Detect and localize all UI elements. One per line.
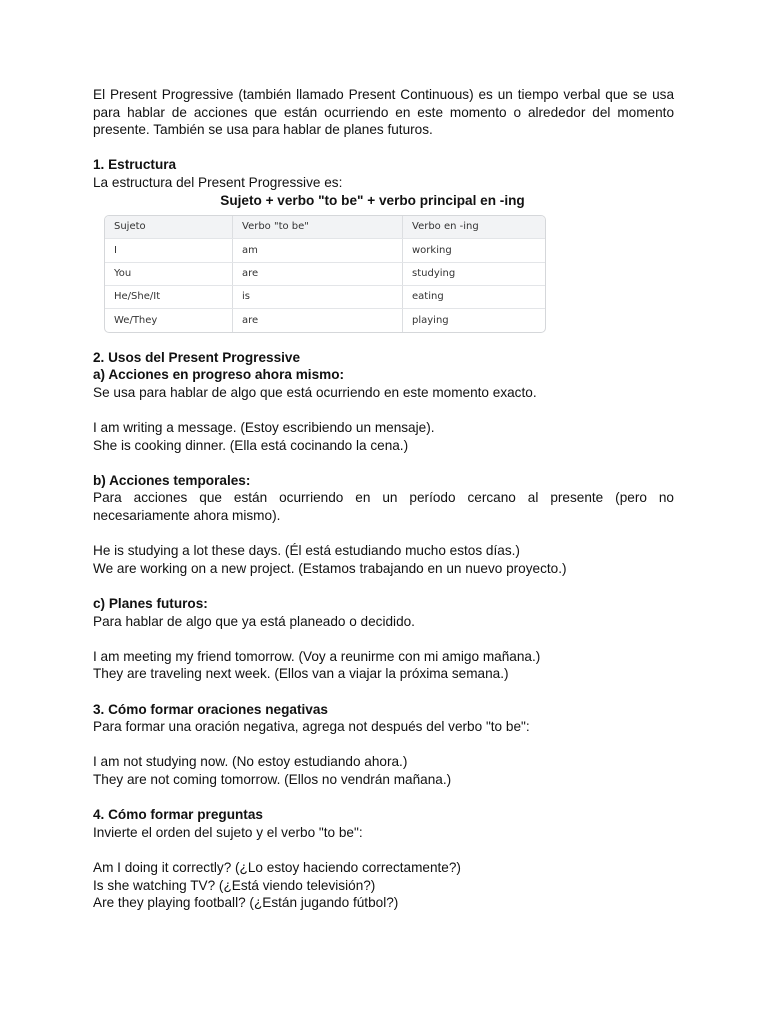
table-header-row bbox=[105, 216, 545, 239]
example-line: I am meeting my friend tomorrow. (Voy a reunirme con mi amigo mañana.) bbox=[93, 648, 541, 664]
example-line: Are they playing football? (¿Están jugando fútbol?) bbox=[93, 895, 399, 911]
example-line: She is cooking dinner. (Ella está cocinando la cena.) bbox=[93, 437, 409, 453]
table-cell: I bbox=[105, 239, 233, 262]
table-cell: eating bbox=[403, 285, 546, 308]
section-text-estructura: La estructura del Present Progressive es: bbox=[93, 174, 343, 190]
table-header-cell: Sujeto bbox=[105, 216, 233, 239]
subtext-acciones-temporales: Para acciones que están ocurriendo en un período cercano al presente (pero no necesariamente ahora mismo). bbox=[93, 490, 674, 524]
section-heading-estructura: 1. Estructura bbox=[93, 157, 177, 173]
table-cell: are bbox=[233, 309, 403, 332]
section-heading-usos: 2. Usos del Present Progressive bbox=[93, 349, 301, 365]
example-line: They are traveling next week. (Ellos van a viajar la próxima semana.) bbox=[93, 666, 509, 682]
section-heading-preguntas: 4. Cómo formar preguntas bbox=[93, 807, 263, 823]
structure-formula: Sujeto + verbo "to be" + verbo principal en -ing bbox=[93, 192, 674, 210]
example-line: Am I doing it correctly? (¿Lo estoy haciendo correctamente?) bbox=[93, 859, 461, 875]
intro-paragraph: El Present Progressive (también llamado Present Continuous) es un tiempo verbal que se usa para hablar de acciones que están ocurriendo en este momento o alrededor del momento presente. También se usa para hablar de planes futuros. bbox=[93, 87, 674, 138]
document-page bbox=[93, 86, 674, 912]
subheading-planes-futuros: c) Planes futuros: bbox=[93, 596, 208, 612]
table-cell: studying bbox=[403, 262, 546, 285]
structure-table bbox=[104, 215, 546, 333]
example-line: He is studying a lot these days. (Él está estudiando mucho estos días.) bbox=[93, 543, 520, 559]
table-cell: We/They bbox=[105, 309, 233, 332]
example-line: I am writing a message. (Estoy escribiendo un mensaje). bbox=[93, 420, 435, 436]
table-row bbox=[105, 262, 545, 285]
subheading-acciones-temporales: b) Acciones temporales: bbox=[93, 472, 251, 488]
table-cell: am bbox=[233, 239, 403, 262]
subheading-acciones-progreso: a) Acciones en progreso ahora mismo: bbox=[93, 367, 345, 383]
section-heading-negativas: 3. Cómo formar oraciones negativas bbox=[93, 701, 328, 717]
table-cell: are bbox=[233, 262, 403, 285]
table-cell: You bbox=[105, 262, 233, 285]
table-header-cell: Verbo "to be" bbox=[233, 216, 403, 239]
table-row bbox=[105, 239, 545, 262]
section-text-negativas: Para formar una oración negativa, agrega not después del verbo "to be": bbox=[93, 719, 530, 735]
table-header-cell: Verbo en -ing bbox=[403, 216, 546, 239]
example-line: I am not studying now. (No estoy estudiando ahora.) bbox=[93, 754, 408, 770]
table-cell: He/She/It bbox=[105, 285, 233, 308]
example-line: We are working on a new project. (Estamos trabajando en un nuevo proyecto.) bbox=[93, 560, 567, 576]
subtext-planes-futuros: Para hablar de algo que ya está planeado o decidido. bbox=[93, 613, 415, 629]
example-line: Is she watching TV? (¿Está viendo televisión?) bbox=[93, 877, 376, 893]
table-cell: is bbox=[233, 285, 403, 308]
table-cell: working bbox=[403, 239, 546, 262]
section-text-preguntas: Invierte el orden del sujeto y el verbo "to be": bbox=[93, 824, 363, 840]
subtext-acciones-progreso: Se usa para hablar de algo que está ocurriendo en este momento exacto. bbox=[93, 384, 537, 400]
example-line: They are not coming tomorrow. (Ellos no vendrán mañana.) bbox=[93, 771, 452, 787]
table-row bbox=[105, 285, 545, 308]
table-cell: playing bbox=[412, 314, 449, 326]
table-row bbox=[105, 309, 545, 332]
